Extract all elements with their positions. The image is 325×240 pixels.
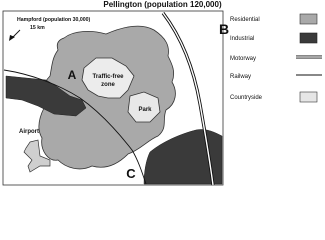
legend-industrial-label: Industrial	[230, 36, 255, 42]
map-legend	[230, 14, 322, 102]
legend-railway-label: Railway	[230, 74, 252, 80]
hampford-distance: 15 km	[30, 25, 45, 31]
legend-countryside-label: Countryside	[230, 95, 263, 101]
legend-motorway-label: Motorway	[230, 56, 257, 62]
site-c-label: C	[126, 166, 136, 181]
legend-industrial-swatch	[300, 33, 317, 43]
legend-residential-swatch	[300, 14, 317, 24]
traffic-free-label: Traffic-free	[92, 74, 124, 80]
site-a-label: A	[67, 68, 77, 82]
legend-countryside-swatch	[300, 92, 317, 102]
hampford-label: Hampford (population 30,000)	[17, 17, 91, 23]
airport-label: Airport	[19, 129, 39, 135]
site-b-label: B	[218, 21, 230, 37]
park-label: Park	[138, 107, 152, 113]
map-title: Pellington (population 120,000)	[103, 0, 222, 9]
traffic-free-label-2: zone	[101, 82, 115, 88]
legend-residential-label: Residential	[230, 17, 260, 23]
